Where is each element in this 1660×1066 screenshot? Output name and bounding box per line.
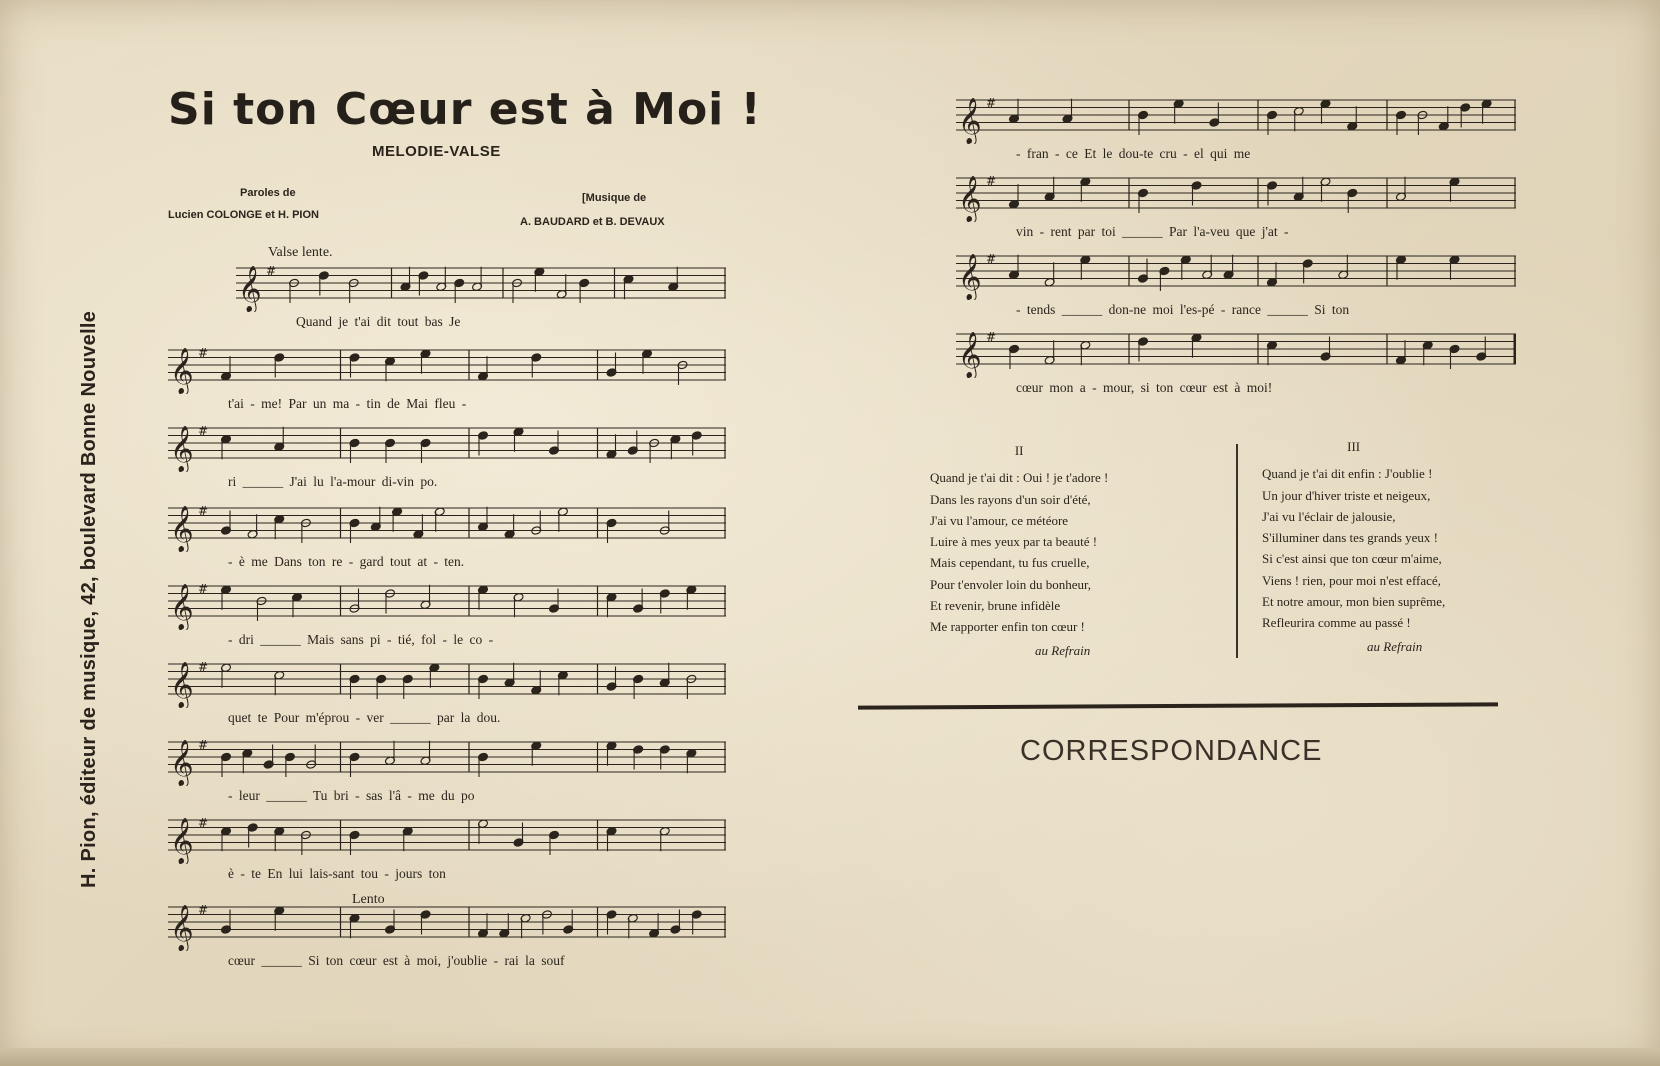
sharp-icon: #	[198, 423, 209, 438]
verse-number: III	[1347, 439, 1361, 454]
tempo-marking-refrain: Lento	[352, 892, 385, 907]
lyric-line: - è me Dans ton re - gard tout at - ten.	[228, 554, 465, 569]
lyricist-label: Paroles de	[240, 187, 296, 199]
sharp-icon: #	[198, 503, 209, 518]
sharp-icon: #	[198, 902, 209, 917]
music-staff	[956, 242, 1516, 300]
verse-divider	[1236, 444, 1238, 658]
treble-clef-icon: 𝄞	[170, 348, 194, 394]
verse-2	[930, 440, 1108, 661]
treble-clef-icon: 𝄞	[170, 818, 194, 864]
music-staff	[956, 86, 1516, 144]
lyric-line: cœur mon a - mour, si ton cœur est à moi!	[1016, 380, 1273, 395]
music-staff	[168, 893, 726, 951]
sharp-icon: #	[266, 263, 277, 278]
sharp-icon: #	[198, 737, 209, 752]
refrain-note: au Refrain	[1035, 642, 1091, 658]
music-staff	[168, 414, 726, 472]
treble-clef-icon: 𝄞	[958, 176, 982, 222]
verse-3	[1262, 436, 1445, 657]
music-staff	[168, 572, 726, 630]
treble-clef-icon: 𝄞	[170, 662, 194, 708]
treble-clef-icon: 𝄞	[958, 254, 982, 300]
music-staff	[168, 806, 726, 864]
verse-line: Dans les rayons d'un soir d'été,	[930, 491, 1091, 507]
lyric-line: - tends ______ don-ne moi l'es-pé - rance ______ Si ton	[1016, 302, 1350, 317]
treble-clef-icon: 𝄞	[170, 584, 194, 630]
treble-clef-icon: 𝄞	[170, 740, 194, 786]
verse-number: II	[1014, 443, 1024, 458]
song-subtitle: MELODIE-VALSE	[372, 143, 501, 160]
correspondance-heading: CORRESPONDANCE	[1020, 735, 1323, 767]
sharp-icon: #	[986, 95, 997, 110]
lyric-line: ri ______ J'ai lu l'a-mour di-vin po.	[228, 474, 438, 489]
lyric-line: t'ai - me! Par un ma - tin de Mai fleu -	[228, 396, 467, 411]
verse-line: Un jour d'hiver triste et neigeux,	[1262, 487, 1431, 503]
lyric-line: - dri ______ Mais sans pi - tié, fol - le co -	[228, 632, 494, 647]
verse-line: Viens ! rien, pour moi n'est effacé,	[1262, 572, 1441, 588]
sharp-icon: #	[198, 815, 209, 830]
music-staff	[956, 320, 1516, 378]
treble-clef-icon: 𝄞	[238, 266, 262, 312]
verse-line: Me rapporter enfin ton cœur !	[930, 619, 1085, 635]
publisher-imprint: H. Pion, éditeur de musique, 42, boulevard Bonne Nouvelle	[78, 310, 100, 888]
sharp-icon: #	[986, 251, 997, 266]
treble-clef-icon: 𝄞	[170, 426, 194, 472]
music-staff	[236, 254, 726, 312]
verse-line: Et revenir, brune infidèle	[930, 598, 1061, 614]
music-staff	[168, 650, 726, 708]
treble-clef-icon: 𝄞	[958, 332, 982, 378]
treble-clef-icon: 𝄞	[170, 506, 194, 552]
lyric-line: è - te En lui lais-sant tou - jours ton	[228, 866, 446, 881]
music-staff	[168, 728, 726, 786]
verse-line: Quand je t'ai dit enfin : J'oublie !	[1262, 466, 1433, 482]
verse-line: Luire à mes yeux par ta beauté !	[930, 534, 1098, 550]
music-staff	[168, 336, 726, 394]
song-title: Si ton Cœur est à Moi !	[168, 84, 762, 135]
lyric-line: vin - rent par toi ______ Par l'a-veu que j'at -	[1016, 224, 1289, 239]
card-edge	[0, 1048, 1660, 1066]
verse-line: S'illuminer dans tes grands yeux !	[1262, 530, 1439, 546]
composers: A. BAUDARD et B. DEVAUX	[520, 216, 665, 228]
music-staff	[168, 494, 726, 552]
verse-line: Pour t'envoler loin du bonheur,	[930, 576, 1092, 592]
treble-clef-icon: 𝄞	[170, 905, 194, 951]
verse-line: Quand je t'ai dit : Oui ! je t'adore !	[930, 470, 1109, 486]
sharp-icon: #	[986, 173, 997, 188]
refrain-note: au Refrain	[1367, 638, 1423, 654]
music-staff	[956, 164, 1516, 222]
verse-line: Et notre amour, mon bien suprême,	[1262, 594, 1446, 610]
lyric-line: - fran - ce Et le dou-te cru - el qui me	[1016, 146, 1251, 161]
verse-line: J'ai vu l'éclair de jalousie,	[1262, 508, 1396, 524]
sharp-icon: #	[198, 345, 209, 360]
lyric-line: quet te Pour m'éprou - ver ______ par la dou.	[228, 710, 501, 725]
verse-line: J'ai vu l'amour, ce météore	[930, 512, 1069, 528]
verse-line: Si c'est ainsi que ton cœur m'aime,	[1262, 551, 1442, 567]
verse-line: Refleurira comme au passé !	[1262, 615, 1411, 631]
composer-label: [Musique de	[582, 192, 647, 204]
sharp-icon: #	[198, 659, 209, 674]
lyricists: Lucien COLONGE et H. PION	[168, 209, 319, 221]
sharp-icon: #	[198, 581, 209, 596]
sharp-icon: #	[986, 329, 997, 344]
section-rule	[858, 702, 1498, 709]
verse-line: Mais cependant, tu fus cruelle,	[930, 555, 1090, 571]
treble-clef-icon: 𝄞	[958, 98, 982, 144]
lyric-line: cœur ______ Si ton cœur est à moi, j'oublie - rai la souf	[228, 953, 565, 968]
lyric-line: - leur ______ Tu bri - sas l'â - me du po	[228, 788, 475, 803]
tempo-marking-start: Valse lente.	[268, 245, 333, 260]
lyric-line: Quand je t'ai dit tout bas Je	[296, 314, 461, 329]
